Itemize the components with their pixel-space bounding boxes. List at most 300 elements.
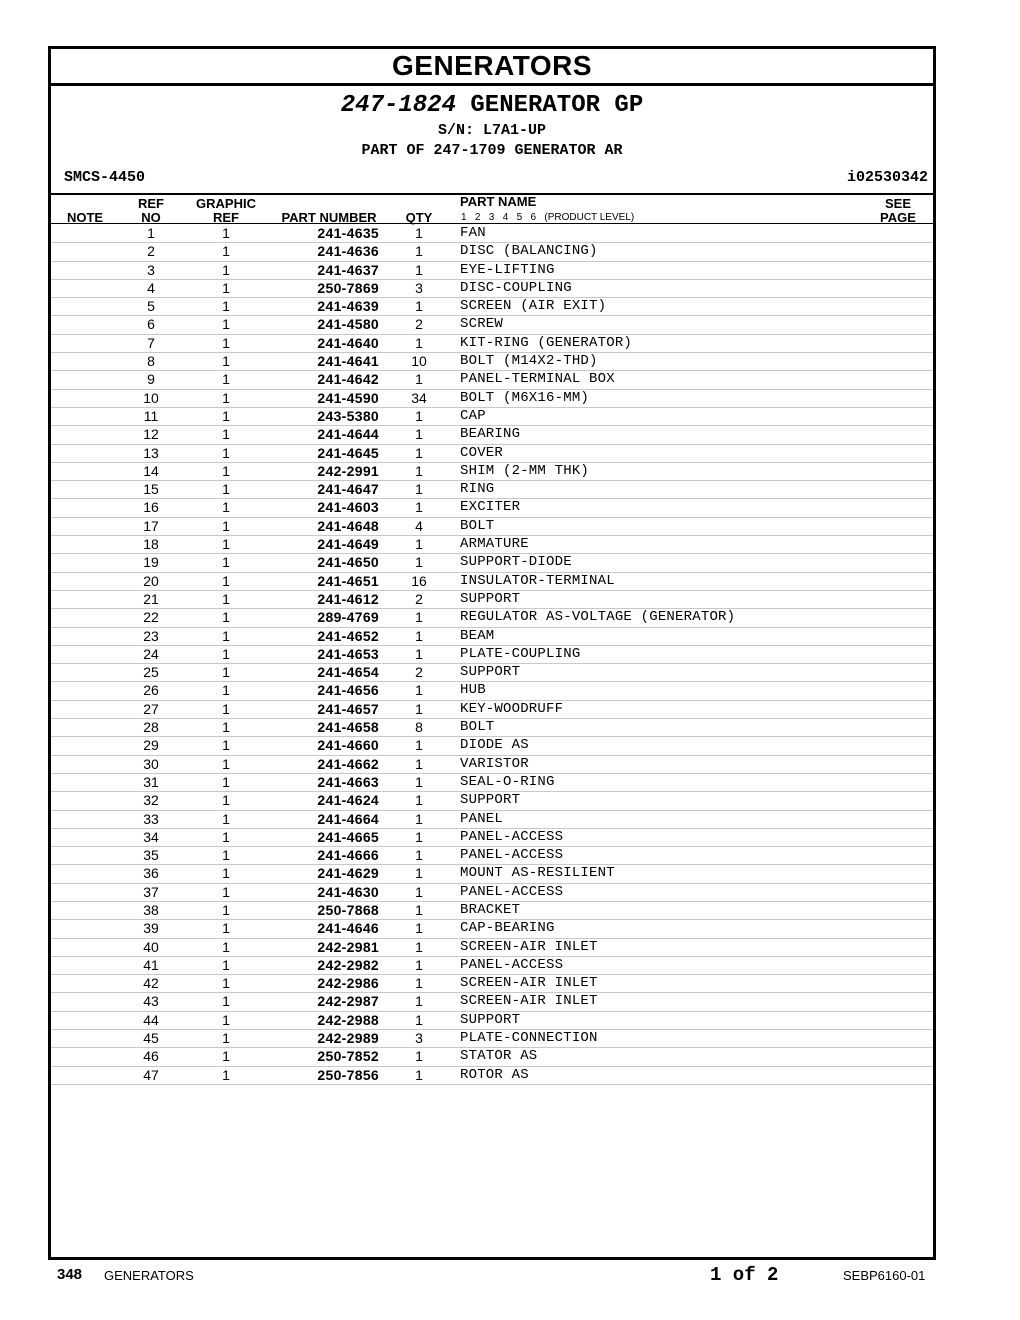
- part-number: 242-2982: [317, 956, 379, 973]
- footer-sheet: 1 of 2: [710, 1264, 779, 1286]
- table-row: [51, 353, 933, 371]
- ref-number: 20: [143, 572, 159, 589]
- graphic-ref: 1: [222, 462, 230, 479]
- ref-number: 33: [143, 810, 159, 827]
- table-row: [51, 445, 933, 463]
- graphic-ref: 1: [222, 444, 230, 461]
- part-number: 241-4656: [317, 682, 379, 699]
- ref-number: 39: [143, 920, 159, 937]
- graphic-ref: 1: [222, 590, 230, 607]
- graphic-ref: 1: [222, 225, 230, 241]
- part-number: 241-4636: [317, 243, 379, 260]
- part-name: SUPPORT: [460, 590, 521, 607]
- part-name: BOLT (M14X2-THD): [460, 353, 598, 370]
- quantity: 1: [415, 1011, 423, 1028]
- quantity: 34: [411, 389, 427, 406]
- quantity: 3: [415, 1030, 423, 1047]
- quantity: 1: [415, 481, 423, 498]
- part-number: 242-2989: [317, 1030, 379, 1047]
- footer-document-number: SEBP6160-01: [843, 1268, 926, 1283]
- table-row: [51, 884, 933, 902]
- quantity: 1: [415, 334, 423, 351]
- part-number: 241-4652: [317, 627, 379, 644]
- graphic-ref: 1: [222, 847, 230, 864]
- graphic-ref: 1: [222, 1011, 230, 1028]
- col-see-bottom: PAGE: [880, 210, 916, 225]
- ref-number: 9: [147, 371, 155, 388]
- table-row: [51, 499, 933, 517]
- quantity: 1: [415, 773, 423, 790]
- table-row: [51, 609, 933, 627]
- col-note: NOTE: [66, 210, 104, 225]
- part-name: EXCITER: [460, 499, 521, 516]
- ref-number: 42: [143, 975, 159, 992]
- ref-number: 32: [143, 792, 159, 809]
- part-number: 241-4642: [317, 371, 379, 388]
- col-qty: QTY: [405, 210, 433, 225]
- part-name: SCREEN-AIR INLET: [460, 938, 598, 955]
- table-row: [51, 243, 933, 261]
- table-row: [51, 481, 933, 499]
- part-name: KEY-WOODRUFF: [460, 700, 564, 717]
- quantity: 16: [411, 572, 427, 589]
- table-row: [51, 701, 933, 719]
- table-row: [51, 591, 933, 609]
- section-title-bar: [51, 49, 933, 86]
- table-row: [51, 316, 933, 334]
- graphic-ref: 1: [222, 298, 230, 315]
- graphic-ref: 1: [222, 901, 230, 918]
- ref-number: 15: [143, 481, 159, 498]
- part-number: 242-2991: [317, 462, 379, 479]
- graphic-ref: 1: [222, 828, 230, 845]
- table-row: [51, 1067, 933, 1085]
- ref-number: 10: [143, 389, 159, 406]
- quantity: 1: [415, 956, 423, 973]
- ref-number: 25: [143, 664, 159, 681]
- ref-number: 7: [147, 334, 155, 351]
- part-number: 241-4650: [317, 554, 379, 571]
- part-name: INSULATOR-TERMINAL: [460, 572, 615, 589]
- graphic-ref: 1: [222, 572, 230, 589]
- part-number: 242-2987: [317, 993, 379, 1010]
- part-name: SHIM (2-MM THK): [460, 462, 590, 479]
- col-ref-bottom: NO: [141, 210, 161, 225]
- ref-number: 38: [143, 901, 159, 918]
- table-row: [51, 993, 933, 1011]
- table-row: [51, 262, 933, 280]
- table-row: [51, 682, 933, 700]
- part-name: DISC (BALANCING): [460, 243, 598, 260]
- table-row: [51, 865, 933, 883]
- part-number: 241-4658: [317, 719, 379, 736]
- table-row: [51, 225, 933, 243]
- graphic-ref: 1: [222, 517, 230, 534]
- part-name: BRACKET: [460, 901, 521, 918]
- part-name: PLATE-COUPLING: [460, 645, 581, 662]
- graphic-ref: 1: [222, 719, 230, 736]
- col-graphic-top: GRAPHIC: [196, 196, 256, 211]
- quantity: 1: [415, 901, 423, 918]
- part-number: 241-4663: [317, 773, 379, 790]
- table-row: [51, 426, 933, 444]
- ref-number: 37: [143, 883, 159, 900]
- group-header: [51, 91, 933, 161]
- part-number: 241-4664: [317, 810, 379, 827]
- part-name: BEAM: [460, 627, 495, 644]
- col-ref-top: REF: [138, 196, 164, 211]
- part-number: 250-7852: [317, 1048, 379, 1065]
- part-number: 241-4648: [317, 517, 379, 534]
- graphic-ref: 1: [222, 1048, 230, 1065]
- column-header-rule: [51, 223, 933, 224]
- quantity: 2: [415, 664, 423, 681]
- ref-number: 8: [147, 353, 155, 370]
- col-part-name: PART NAME: [460, 194, 537, 209]
- part-number: 241-4624: [317, 792, 379, 809]
- part-name: PANEL-ACCESS: [460, 956, 564, 973]
- part-name: SEAL-O-RING: [460, 773, 555, 790]
- ref-number: 3: [147, 261, 155, 278]
- graphic-ref: 1: [222, 554, 230, 571]
- graphic-ref: 1: [222, 737, 230, 754]
- graphic-ref: 1: [222, 865, 230, 882]
- illustration-id: i02530342: [846, 169, 928, 186]
- table-row: [51, 939, 933, 957]
- quantity: 1: [415, 1066, 423, 1083]
- part-number: 241-4603: [317, 499, 379, 516]
- col-graphic-bottom: REF: [213, 210, 239, 225]
- ref-number: 28: [143, 719, 159, 736]
- graphic-ref: 1: [222, 353, 230, 370]
- table-row: [51, 719, 933, 737]
- table-row: [51, 847, 933, 865]
- table-row: [51, 1048, 933, 1066]
- quantity: 8: [415, 719, 423, 736]
- quantity: 2: [415, 590, 423, 607]
- part-name: BEARING: [460, 426, 521, 443]
- graphic-ref: 1: [222, 755, 230, 772]
- graphic-ref: 1: [222, 792, 230, 809]
- footer-page-number: 348: [57, 1266, 83, 1283]
- table-row: [51, 518, 933, 536]
- col-see-top: SEE: [884, 196, 911, 211]
- part-name: EYE-LIFTING: [460, 261, 555, 278]
- part-number: 250-7869: [317, 279, 379, 296]
- quantity: 1: [415, 865, 423, 882]
- table-row: [51, 573, 933, 591]
- table-row: [51, 829, 933, 847]
- part-number: 241-4646: [317, 920, 379, 937]
- part-number: 241-4645: [317, 444, 379, 461]
- part-number: 250-7868: [317, 901, 379, 918]
- quantity: 1: [415, 407, 423, 424]
- quantity: 1: [415, 225, 423, 241]
- table-row: [51, 628, 933, 646]
- part-name: BOLT (M6X16-MM): [460, 389, 590, 406]
- ref-number: 47: [143, 1066, 159, 1083]
- part-name: COVER: [460, 444, 504, 461]
- graphic-ref: 1: [222, 279, 230, 296]
- part-name: FAN: [460, 225, 486, 241]
- quantity: 1: [415, 462, 423, 479]
- part-number: 241-4635: [317, 225, 379, 241]
- graphic-ref: 1: [222, 499, 230, 516]
- quantity: 1: [415, 828, 423, 845]
- quantity: 1: [415, 883, 423, 900]
- table-row: [51, 920, 933, 938]
- part-name: SUPPORT: [460, 792, 521, 809]
- quantity: 1: [415, 682, 423, 699]
- quantity: 1: [415, 938, 423, 955]
- part-number: 241-4666: [317, 847, 379, 864]
- col-product-levels: 1 2 3 4 5 6 (PRODUCT LEVEL): [461, 212, 635, 223]
- part-number: 241-4580: [317, 316, 379, 333]
- part-name: BOLT: [460, 517, 495, 534]
- quantity: 1: [415, 847, 423, 864]
- smcs-code: SMCS-4450: [64, 169, 146, 186]
- ref-number: 21: [143, 590, 159, 607]
- quantity: 1: [415, 755, 423, 772]
- part-name: SCREEN-AIR INLET: [460, 993, 598, 1010]
- quantity: 1: [415, 444, 423, 461]
- table-row: [51, 975, 933, 993]
- quantity: 1: [415, 261, 423, 278]
- table-row: [51, 280, 933, 298]
- ref-number: 46: [143, 1048, 159, 1065]
- part-number: 242-2981: [317, 938, 379, 955]
- parts-list-frame: [48, 46, 936, 1260]
- graphic-ref: 1: [222, 316, 230, 333]
- part-number: 242-2986: [317, 975, 379, 992]
- graphic-ref: 1: [222, 1030, 230, 1047]
- graphic-ref: 1: [222, 645, 230, 662]
- part-number: 241-4654: [317, 664, 379, 681]
- table-row: [51, 536, 933, 554]
- quantity: 1: [415, 993, 423, 1010]
- graphic-ref: 1: [222, 371, 230, 388]
- table-row: [51, 756, 933, 774]
- group-number: 247-1824: [340, 92, 456, 119]
- group-name: GENERATOR GP: [470, 92, 644, 119]
- graphic-ref: 1: [222, 261, 230, 278]
- ref-number: 45: [143, 1030, 159, 1047]
- part-name: ARMATURE: [460, 536, 529, 553]
- graphic-ref: 1: [222, 407, 230, 424]
- quantity: 1: [415, 536, 423, 553]
- quantity: 3: [415, 279, 423, 296]
- graphic-ref: 1: [222, 920, 230, 937]
- quantity: 1: [415, 792, 423, 809]
- ref-number: 34: [143, 828, 159, 845]
- table-row: [51, 554, 933, 572]
- table-row: [51, 792, 933, 810]
- part-number: 241-4629: [317, 865, 379, 882]
- ref-number: 6: [147, 316, 155, 333]
- ref-number: 1: [147, 225, 155, 241]
- ref-number: 36: [143, 865, 159, 882]
- ref-number: 35: [143, 847, 159, 864]
- graphic-ref: 1: [222, 481, 230, 498]
- part-name: DISC-COUPLING: [460, 279, 572, 296]
- ref-number: 16: [143, 499, 159, 516]
- part-name: PANEL: [460, 810, 504, 827]
- group-title: [51, 91, 933, 121]
- part-name: DIODE AS: [460, 737, 529, 754]
- ref-number: 43: [143, 993, 159, 1010]
- graphic-ref: 1: [222, 883, 230, 900]
- part-number: 289-4769: [317, 609, 379, 626]
- part-number: 242-2988: [317, 1011, 379, 1028]
- part-name: PANEL-ACCESS: [460, 828, 564, 845]
- graphic-ref: 1: [222, 426, 230, 443]
- ref-number: 13: [143, 444, 159, 461]
- ref-number: 22: [143, 609, 159, 626]
- ref-number: 2: [147, 243, 155, 260]
- part-number: 241-4665: [317, 828, 379, 845]
- ref-number: 30: [143, 755, 159, 772]
- ref-number: 14: [143, 462, 159, 479]
- table-row: [51, 811, 933, 829]
- graphic-ref: 1: [222, 627, 230, 644]
- graphic-ref: 1: [222, 334, 230, 351]
- quantity: 1: [415, 499, 423, 516]
- quantity: 1: [415, 1048, 423, 1065]
- quantity: 1: [415, 975, 423, 992]
- part-name: ROTOR AS: [460, 1066, 529, 1083]
- part-number: 241-4639: [317, 298, 379, 315]
- part-number: 241-4640: [317, 334, 379, 351]
- part-name: RING: [460, 481, 495, 498]
- ref-number: 41: [143, 956, 159, 973]
- ref-number: 24: [143, 645, 159, 662]
- part-name: PANEL-TERMINAL BOX: [460, 371, 615, 388]
- ref-number: 26: [143, 682, 159, 699]
- quantity: 1: [415, 426, 423, 443]
- graphic-ref: 1: [222, 664, 230, 681]
- ref-number: 29: [143, 737, 159, 754]
- ref-number: 19: [143, 554, 159, 571]
- ref-number: 40: [143, 938, 159, 955]
- part-number: 241-4641: [317, 353, 379, 370]
- table-row: [51, 390, 933, 408]
- part-name: VARISTOR: [460, 755, 529, 772]
- table-row: [51, 737, 933, 755]
- part-number: 241-4662: [317, 755, 379, 772]
- graphic-ref: 1: [222, 993, 230, 1010]
- part-number: 241-4637: [317, 261, 379, 278]
- quantity: 1: [415, 627, 423, 644]
- part-name: PANEL-ACCESS: [460, 883, 564, 900]
- table-row: [51, 902, 933, 920]
- part-name: SUPPORT-DIODE: [460, 554, 572, 571]
- table-row: [51, 1030, 933, 1048]
- part-name: SCREEN-AIR INLET: [460, 975, 598, 992]
- quantity: 1: [415, 298, 423, 315]
- table-row: [51, 957, 933, 975]
- quantity: 1: [415, 700, 423, 717]
- quantity: 1: [415, 645, 423, 662]
- graphic-ref: 1: [222, 1066, 230, 1083]
- part-name: MOUNT AS-RESILIENT: [460, 865, 615, 882]
- graphic-ref: 1: [222, 975, 230, 992]
- table-row: [51, 664, 933, 682]
- part-number: 241-4644: [317, 426, 379, 443]
- part-name: PANEL-ACCESS: [460, 847, 564, 864]
- ref-number: 27: [143, 700, 159, 717]
- graphic-ref: 1: [222, 938, 230, 955]
- part-name: STATOR AS: [460, 1048, 538, 1065]
- part-name: SCREEN (AIR EXIT): [460, 298, 607, 315]
- ref-number: 18: [143, 536, 159, 553]
- table-row: [51, 408, 933, 426]
- table-row: [51, 463, 933, 481]
- graphic-ref: 1: [222, 243, 230, 260]
- part-number: 241-4647: [317, 481, 379, 498]
- part-name: KIT-RING (GENERATOR): [460, 334, 633, 351]
- part-number: 241-4653: [317, 645, 379, 662]
- table-row: [51, 646, 933, 664]
- quantity: 2: [415, 316, 423, 333]
- quantity: 1: [415, 554, 423, 571]
- graphic-ref: 1: [222, 700, 230, 717]
- ref-number: 4: [147, 279, 155, 296]
- ref-number: 11: [143, 407, 159, 424]
- part-name: CAP: [460, 407, 486, 424]
- graphic-ref: 1: [222, 682, 230, 699]
- ref-number: 5: [147, 298, 155, 315]
- ref-number: 17: [143, 517, 159, 534]
- quantity: 1: [415, 737, 423, 754]
- ref-number: 12: [143, 426, 159, 443]
- graphic-ref: 1: [222, 956, 230, 973]
- table-row: [51, 1012, 933, 1030]
- part-number: 250-7856: [317, 1066, 379, 1083]
- quantity: 1: [415, 371, 423, 388]
- ref-number: 31: [143, 773, 159, 790]
- part-number: 243-5380: [317, 407, 379, 424]
- part-name: SUPPORT: [460, 1011, 521, 1028]
- col-part-number: PART NUMBER: [281, 210, 377, 225]
- part-name: REGULATOR AS-VOLTAGE (GENERATOR): [460, 609, 736, 626]
- part-of-line: PART OF 247-1709 GENERATOR AR: [361, 142, 623, 159]
- quantity: 1: [415, 920, 423, 937]
- part-number: 241-4649: [317, 536, 379, 553]
- part-name: HUB: [460, 682, 486, 699]
- quantity: 1: [415, 810, 423, 827]
- graphic-ref: 1: [222, 389, 230, 406]
- table-row: [51, 335, 933, 353]
- table-row: [51, 774, 933, 792]
- graphic-ref: 1: [222, 536, 230, 553]
- table-row: [51, 371, 933, 389]
- serial-number: S/N: L7A1-UP: [437, 122, 547, 139]
- quantity: 4: [415, 517, 423, 534]
- graphic-ref: 1: [222, 609, 230, 626]
- table-row: [51, 298, 933, 316]
- part-name: SCREW: [460, 316, 504, 333]
- graphic-ref: 1: [222, 773, 230, 790]
- quantity: 1: [415, 243, 423, 260]
- part-number: 241-4630: [317, 883, 379, 900]
- quantity: 1: [415, 609, 423, 626]
- part-number: 241-4590: [317, 389, 379, 406]
- part-number: 241-4612: [317, 590, 379, 607]
- footer-section: GENERATORS: [104, 1268, 194, 1283]
- part-number: 241-4651: [317, 572, 379, 589]
- section-title: GENERATORS: [392, 50, 592, 81]
- part-name: PLATE-CONNECTION: [460, 1030, 598, 1047]
